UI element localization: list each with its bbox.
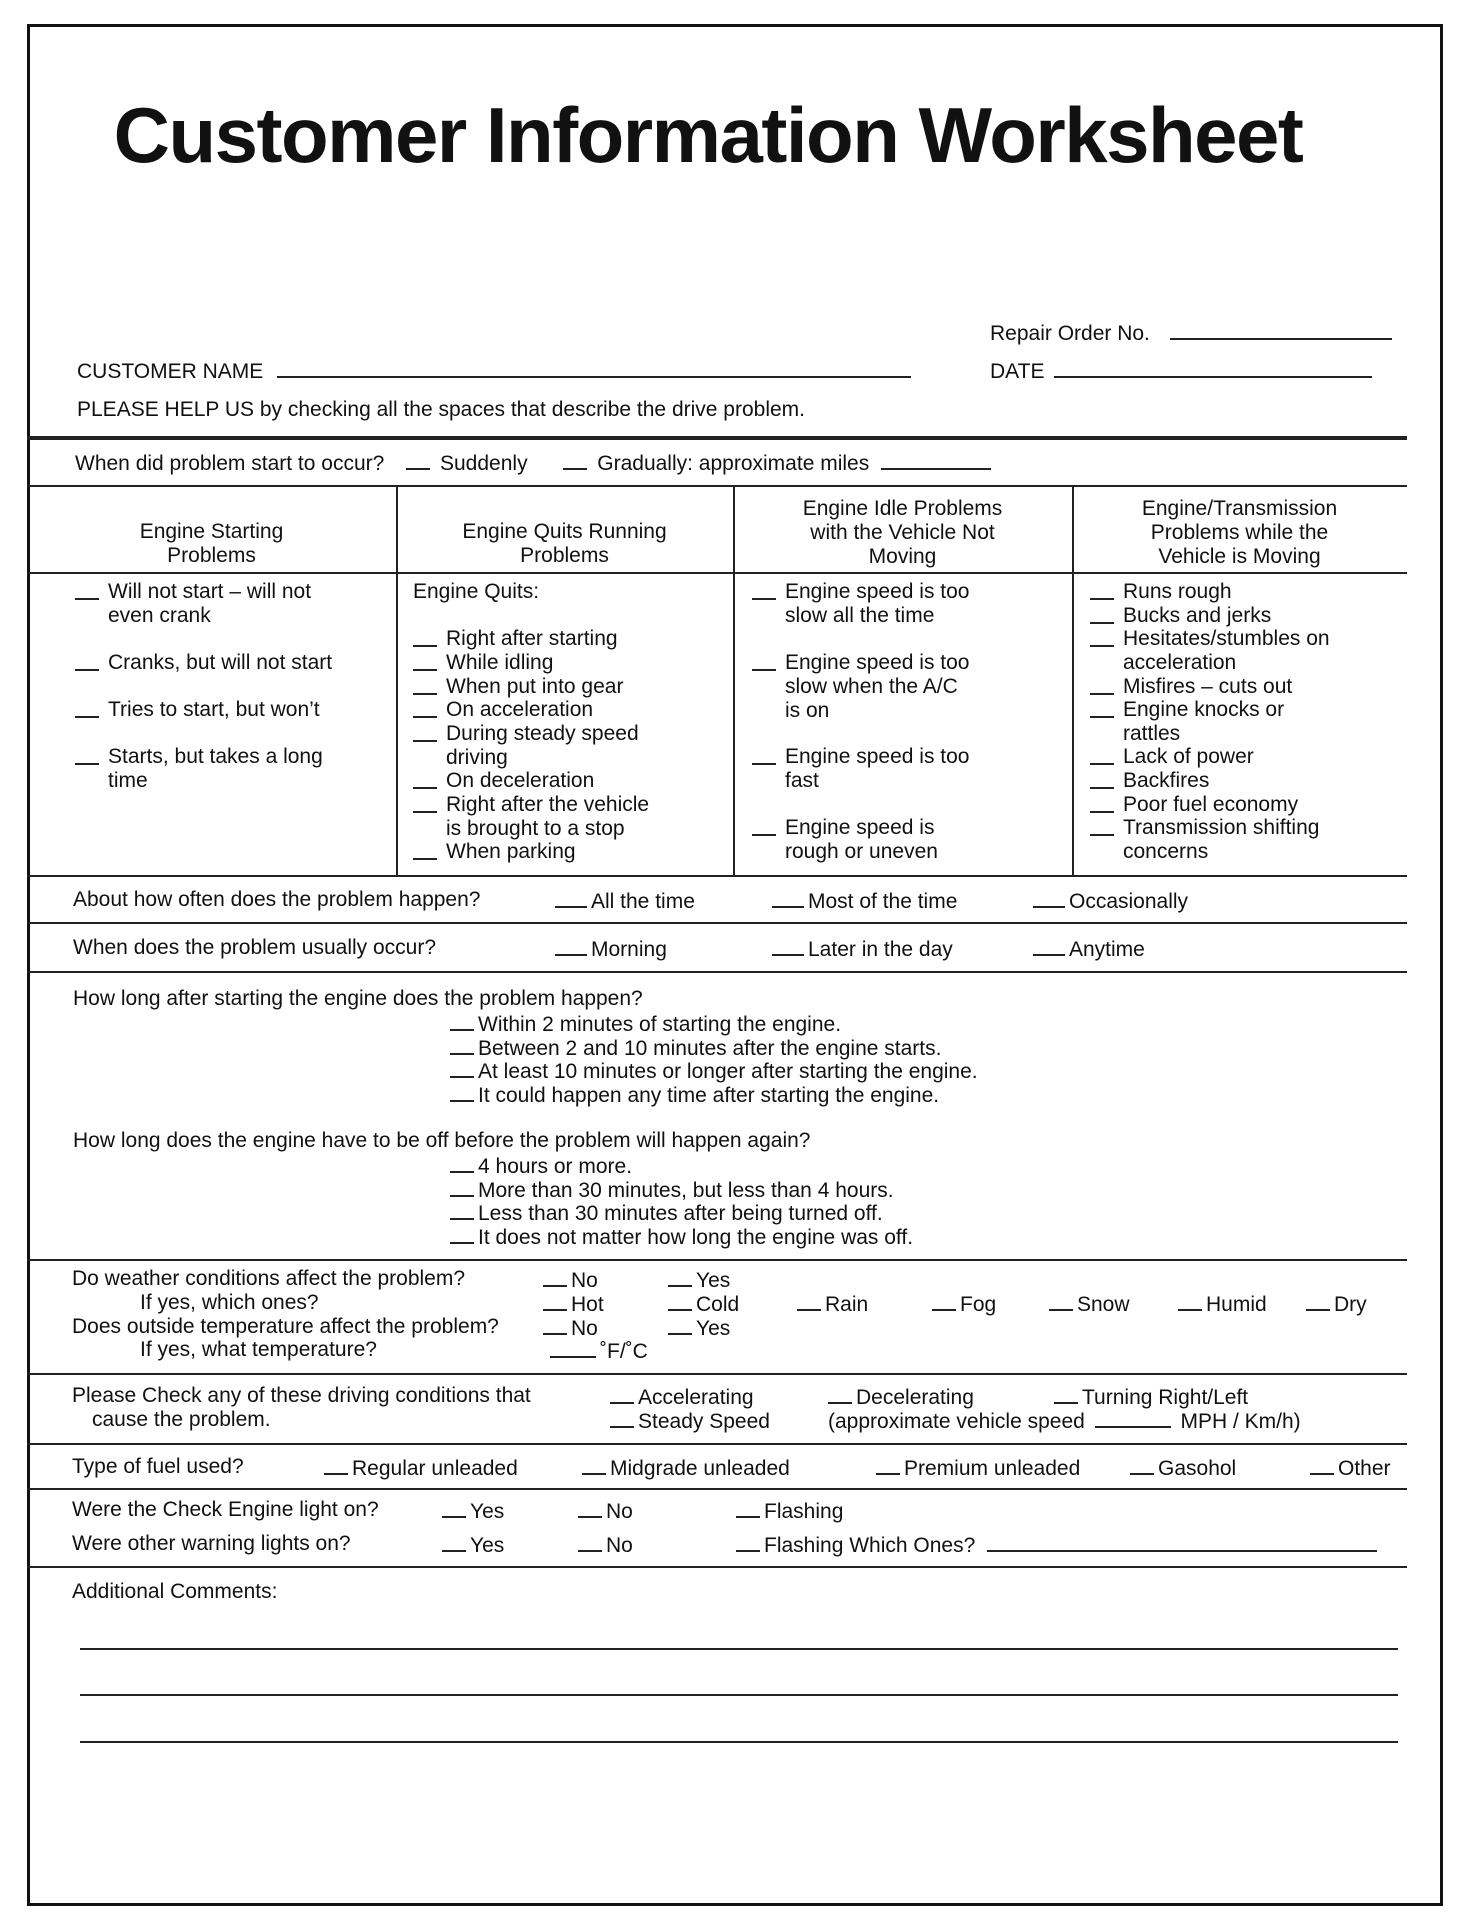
repair-order-label: Repair Order No. bbox=[990, 322, 1150, 345]
speed-field: (approximate vehicle speed MPH / Km/h) bbox=[828, 1410, 1301, 1433]
lights-option: Flashing bbox=[736, 1498, 843, 1524]
comment-line[interactable] bbox=[80, 1694, 1398, 1696]
checkbox[interactable] bbox=[413, 769, 437, 789]
checkbox[interactable] bbox=[324, 1455, 348, 1475]
weather-which-label: If yes, which ones? bbox=[140, 1291, 319, 1314]
form-title: Customer Information Worksheet bbox=[113, 91, 1303, 179]
list-item: Lack of power bbox=[1090, 745, 1400, 769]
checkbox[interactable] bbox=[752, 745, 776, 765]
checkbox[interactable] bbox=[543, 1267, 567, 1287]
temp-label: If yes, what temperature? bbox=[140, 1338, 377, 1361]
checkbox[interactable] bbox=[413, 698, 437, 718]
list-item: Right after the vehicle is brought to a stop bbox=[413, 793, 713, 841]
checkbox[interactable] bbox=[450, 1011, 474, 1031]
driving-option: Decelerating bbox=[828, 1384, 974, 1410]
divider bbox=[27, 485, 1407, 487]
checkbox[interactable] bbox=[772, 888, 804, 908]
comment-line[interactable] bbox=[80, 1648, 1398, 1650]
condition-option: Fog bbox=[932, 1291, 996, 1317]
list-item: Engine speed is rough or uneven bbox=[752, 816, 1052, 864]
condition-option: Hot bbox=[543, 1291, 604, 1317]
condition-option: Cold bbox=[668, 1291, 739, 1317]
driving-option: Turning Right/Left bbox=[1054, 1384, 1248, 1410]
list-item: Runs rough bbox=[1090, 580, 1400, 604]
frequency-option: Most of the time bbox=[772, 888, 957, 914]
divider bbox=[27, 1259, 1407, 1261]
temp-field: ˚F/˚C bbox=[550, 1338, 648, 1364]
checkbox[interactable] bbox=[75, 651, 99, 671]
condition-option: Rain bbox=[797, 1291, 868, 1317]
other-lights-question: Were other warning lights on? bbox=[72, 1532, 351, 1555]
start-question: When did problem start to occur? bbox=[75, 452, 385, 475]
temp-yes: Yes bbox=[668, 1315, 730, 1341]
fuel-option: Midgrade unleaded bbox=[582, 1455, 790, 1481]
checkbox[interactable] bbox=[75, 580, 99, 600]
checkbox[interactable] bbox=[752, 816, 776, 836]
driving-option: Steady Speed bbox=[610, 1408, 770, 1434]
which-ones-line[interactable] bbox=[987, 1532, 1377, 1552]
checkbox[interactable] bbox=[1054, 1384, 1078, 1404]
form-border bbox=[27, 24, 1443, 1906]
occurrence-option: Morning bbox=[555, 936, 667, 962]
engine-off-option: 4 hours or more. bbox=[450, 1153, 632, 1179]
list-item: Misfires – cuts out bbox=[1090, 675, 1400, 699]
lights-option: No bbox=[578, 1532, 633, 1558]
date-field[interactable] bbox=[990, 358, 1372, 384]
checkbox[interactable] bbox=[932, 1291, 956, 1311]
divider bbox=[27, 572, 1407, 574]
checkbox[interactable] bbox=[752, 651, 776, 671]
checkbox[interactable] bbox=[450, 1035, 474, 1055]
after-start-option: It could happen any time after starting the engine. bbox=[450, 1082, 939, 1108]
frequency-option: Occasionally bbox=[1033, 888, 1188, 914]
checkbox[interactable] bbox=[442, 1532, 466, 1552]
frequency-option: All the time bbox=[555, 888, 695, 914]
checkbox[interactable] bbox=[828, 1384, 852, 1404]
condition-option: Dry bbox=[1306, 1291, 1367, 1317]
checkbox[interactable] bbox=[1306, 1291, 1330, 1311]
checkbox[interactable] bbox=[413, 722, 437, 742]
speed-line[interactable] bbox=[1095, 1408, 1171, 1428]
fuel-option: Premium unleaded bbox=[876, 1455, 1080, 1481]
fuel-option: Regular unleaded bbox=[324, 1455, 518, 1481]
checkbox-gradually[interactable] bbox=[563, 450, 587, 470]
list-item: Bucks and jerks bbox=[1090, 604, 1400, 628]
list-item: Tries to start, but won’t bbox=[75, 698, 375, 722]
temp-no: No bbox=[543, 1315, 598, 1341]
checkbox[interactable] bbox=[450, 1200, 474, 1220]
after-start-option: Within 2 minutes of starting the engine. bbox=[450, 1011, 841, 1037]
fuel-option: Gasohol bbox=[1130, 1455, 1236, 1481]
checkbox[interactable] bbox=[668, 1315, 692, 1335]
frequency-question: About how often does the problem happen? bbox=[73, 888, 481, 911]
occurrence-option: Later in the day bbox=[772, 936, 953, 962]
checkbox[interactable] bbox=[413, 651, 437, 671]
list-item: Engine knocks or rattles bbox=[1090, 698, 1400, 746]
col4-heading: Engine/Transmission Problems while the Vehicle is Moving bbox=[1141, 497, 1338, 568]
after-start-option: At least 10 minutes or longer after starting the engine. bbox=[450, 1058, 978, 1084]
checkbox[interactable] bbox=[543, 1315, 567, 1335]
checkbox[interactable] bbox=[610, 1408, 634, 1428]
after-start-question: How long after starting the engine does the problem happen? bbox=[73, 987, 643, 1010]
checkbox[interactable] bbox=[582, 1455, 606, 1475]
start-row bbox=[75, 450, 991, 476]
checkbox[interactable] bbox=[1033, 888, 1065, 908]
checkbox[interactable] bbox=[413, 793, 437, 813]
divider bbox=[27, 1373, 1407, 1375]
list-item: Backfires bbox=[1090, 769, 1400, 793]
customer-name-field[interactable] bbox=[77, 358, 911, 384]
checkbox[interactable] bbox=[75, 698, 99, 718]
repair-order-field[interactable] bbox=[990, 320, 1392, 346]
divider bbox=[27, 1488, 1407, 1490]
check-engine-question: Were the Check Engine light on? bbox=[72, 1498, 379, 1521]
customer-name-label: CUSTOMER NAME bbox=[77, 360, 264, 383]
lights-option: Yes bbox=[442, 1532, 504, 1558]
miles-line[interactable] bbox=[881, 450, 991, 470]
weather-question: Do weather conditions affect the problem? bbox=[72, 1267, 466, 1290]
comments-label: Additional Comments: bbox=[72, 1580, 278, 1603]
checkbox[interactable] bbox=[1033, 936, 1065, 956]
driving-option: Accelerating bbox=[610, 1384, 754, 1410]
checkbox[interactable] bbox=[413, 675, 437, 695]
date-label: DATE bbox=[990, 360, 1045, 383]
checkbox[interactable] bbox=[1090, 604, 1114, 624]
engine-off-option: More than 30 minutes, but less than 4 hours. bbox=[450, 1177, 894, 1203]
checkbox[interactable] bbox=[555, 888, 587, 908]
checkbox[interactable] bbox=[413, 627, 437, 647]
checkbox[interactable] bbox=[442, 1498, 466, 1518]
list-item: Will not start – will not even crank bbox=[75, 580, 375, 628]
divider bbox=[27, 875, 1407, 877]
list-item: Engine speed is too fast bbox=[752, 745, 1052, 793]
lights-option: Yes bbox=[442, 1498, 504, 1524]
engine-off-question: How long does the engine have to be off before the problem will happen again? bbox=[73, 1129, 811, 1152]
checkbox[interactable] bbox=[413, 840, 437, 860]
occurrence-question: When does the problem usually occur? bbox=[73, 936, 437, 959]
temperature-line[interactable] bbox=[550, 1338, 596, 1358]
weather-yes: Yes bbox=[668, 1267, 730, 1293]
occurrence-option: Anytime bbox=[1033, 936, 1145, 962]
checkbox[interactable] bbox=[1178, 1291, 1202, 1311]
list-item: Poor fuel economy bbox=[1090, 793, 1400, 817]
fuel-option: Other bbox=[1310, 1455, 1391, 1481]
list-item: Transmission shifting concerns bbox=[1090, 816, 1400, 864]
list-item: When put into gear bbox=[413, 675, 713, 699]
checkbox[interactable] bbox=[1090, 698, 1114, 718]
checkbox[interactable] bbox=[1090, 675, 1114, 695]
condition-option: Snow bbox=[1049, 1291, 1130, 1317]
divider bbox=[27, 1566, 1407, 1568]
checkbox[interactable] bbox=[1090, 816, 1114, 836]
checkbox[interactable] bbox=[876, 1455, 900, 1475]
list-item: During steady speed driving bbox=[413, 722, 713, 770]
lights-flashing-which: Flashing Which Ones? bbox=[736, 1532, 1377, 1558]
engine-quits-lead: Engine Quits: bbox=[413, 580, 540, 603]
checkbox[interactable] bbox=[450, 1224, 474, 1244]
checkbox-suddenly[interactable] bbox=[406, 450, 430, 470]
checkbox[interactable] bbox=[75, 745, 99, 765]
checkbox[interactable] bbox=[450, 1082, 474, 1102]
fuel-question: Type of fuel used? bbox=[72, 1455, 244, 1478]
option-suddenly: Suddenly bbox=[440, 452, 528, 475]
comment-line[interactable] bbox=[80, 1741, 1398, 1743]
checkbox[interactable] bbox=[450, 1153, 474, 1173]
checkbox[interactable] bbox=[450, 1177, 474, 1197]
checkbox[interactable] bbox=[1130, 1455, 1154, 1475]
checkbox[interactable] bbox=[1090, 769, 1114, 789]
list-item: Hesitates/stumbles on acceleration bbox=[1090, 627, 1400, 675]
checkbox[interactable] bbox=[1090, 745, 1114, 765]
list-item: Engine speed is too slow all the time bbox=[752, 580, 1052, 628]
divider bbox=[27, 971, 1407, 973]
checkbox[interactable] bbox=[797, 1291, 821, 1311]
option-gradually: Gradually: approximate miles bbox=[597, 452, 870, 475]
divider bbox=[27, 1443, 1407, 1445]
list-item: While idling bbox=[413, 651, 713, 675]
driving-question-line1: Please Check any of these driving conditions that bbox=[72, 1384, 531, 1407]
checkbox[interactable] bbox=[578, 1498, 602, 1518]
list-item: Right after starting bbox=[413, 627, 713, 651]
date-line[interactable] bbox=[1054, 358, 1372, 378]
engine-off-option: It does not matter how long the engine was off. bbox=[450, 1224, 913, 1250]
list-item: Engine speed is too slow when the A/C is on bbox=[752, 651, 1052, 723]
after-start-option: Between 2 and 10 minutes after the engine starts. bbox=[450, 1035, 941, 1061]
instructions: PLEASE HELP US by checking all the spaces that describe the drive problem. bbox=[77, 398, 805, 421]
driving-question-line2: cause the problem. bbox=[92, 1408, 271, 1431]
checkbox[interactable] bbox=[772, 936, 804, 956]
divider bbox=[27, 922, 1407, 924]
checkbox[interactable] bbox=[450, 1058, 474, 1078]
checkbox[interactable] bbox=[543, 1291, 567, 1311]
list-item: When parking bbox=[413, 840, 713, 864]
checkbox[interactable] bbox=[736, 1498, 760, 1518]
weather-no: No bbox=[543, 1267, 598, 1293]
checkbox[interactable] bbox=[1090, 793, 1114, 813]
checkbox[interactable] bbox=[1310, 1455, 1334, 1475]
list-item: Starts, but takes a long time bbox=[75, 745, 375, 793]
checkbox[interactable] bbox=[610, 1384, 634, 1404]
checkbox[interactable] bbox=[1090, 627, 1114, 647]
checkbox[interactable] bbox=[668, 1291, 692, 1311]
customer-name-line[interactable] bbox=[277, 358, 911, 378]
repair-order-line[interactable] bbox=[1170, 320, 1392, 340]
list-item: On acceleration bbox=[413, 698, 713, 722]
checkbox[interactable] bbox=[1090, 580, 1114, 600]
checkbox[interactable] bbox=[668, 1267, 692, 1287]
divider bbox=[27, 436, 1407, 440]
condition-option: Humid bbox=[1178, 1291, 1267, 1317]
checkbox[interactable] bbox=[752, 580, 776, 600]
col3-heading: Engine Idle Problems with the Vehicle Not Moving bbox=[802, 497, 1003, 568]
checkbox[interactable] bbox=[1049, 1291, 1073, 1311]
checkbox[interactable] bbox=[578, 1532, 602, 1552]
checkbox[interactable] bbox=[555, 936, 587, 956]
temp-question: Does outside temperature affect the problem? bbox=[72, 1315, 499, 1338]
col2-heading: Engine Quits Running Problems bbox=[462, 520, 667, 567]
lights-option: No bbox=[578, 1498, 633, 1524]
list-item: On deceleration bbox=[413, 769, 713, 793]
engine-off-option: Less than 30 minutes after being turned off. bbox=[450, 1200, 883, 1226]
col1-heading: Engine Starting Problems bbox=[139, 520, 284, 567]
list-item: Cranks, but will not start bbox=[75, 651, 375, 675]
checkbox[interactable] bbox=[736, 1532, 760, 1552]
